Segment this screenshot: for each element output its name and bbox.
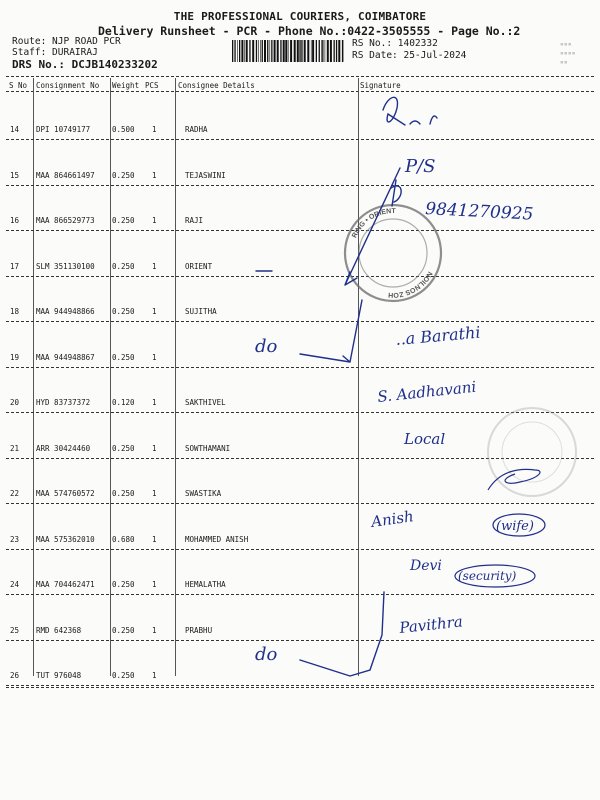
- row-sno: 26: [10, 671, 20, 680]
- row-weight: 0.250: [112, 443, 135, 453]
- row-pcs: 1: [152, 170, 157, 180]
- row-consignee: SUJITHA: [185, 307, 217, 316]
- handwriting-row24-relation: (security): [458, 569, 517, 583]
- ditto-row19: do: [255, 336, 278, 357]
- col-consignee-header: Consignee Details: [178, 81, 255, 90]
- row-consignment-no: MAA 944948867: [36, 352, 95, 362]
- row-weight: 0.250: [112, 307, 135, 316]
- col-weight-header: Weight: [112, 81, 140, 90]
- runsheet-subtitle: Delivery Runsheet - PCR - Phone No.:0422-3505555 - Page No.:2: [98, 24, 521, 38]
- row-sno: 22: [10, 489, 20, 498]
- initial-stroke-row14: [383, 97, 437, 125]
- row-pcs: 1: [152, 443, 157, 453]
- faint-stamp: [488, 408, 576, 496]
- row-consignment-no: MAA 574760572: [36, 489, 95, 498]
- row-pcs: 1: [152, 352, 157, 362]
- ditto-arrow-row19: [300, 300, 362, 362]
- stamp-top-text: RING • ORIENT: [351, 207, 396, 240]
- ditto-row26: do: [255, 644, 278, 665]
- handwriting-row21: Local: [404, 430, 446, 448]
- row-pcs: 1: [152, 625, 157, 635]
- staff-label: Staff: DURAIRAJ: [12, 47, 98, 58]
- row-weight: 0.250: [112, 352, 135, 362]
- col-signature-header: Signature: [360, 81, 401, 90]
- col-consignment-header: Consignment No: [36, 81, 100, 90]
- bleed-through-marks: ▪▪▪ ▪▪▪▪ ▪▪: [560, 40, 576, 66]
- rs-date: RS Date: 25-Jul-2024: [352, 50, 467, 61]
- drs-number: DRS No.: DCJB140233202: [12, 58, 158, 71]
- row-consignment-no: SLM 351130100: [36, 261, 95, 271]
- rs-number: RS No.: 1402332: [352, 38, 438, 49]
- row-pcs: 1: [152, 671, 157, 680]
- row-pcs: 1: [152, 398, 157, 407]
- row-weight: 0.250: [112, 580, 135, 589]
- stamp-bottom-text: NOILNOS ZOH: [388, 270, 434, 299]
- row-sno: 16: [10, 216, 20, 225]
- row-sno: 18: [10, 307, 20, 316]
- row-consignment-no: MAA 704462471: [36, 580, 95, 589]
- row-sno: 23: [10, 534, 20, 544]
- row-consignee: TEJASWINI: [185, 170, 226, 180]
- row-sno: 19: [10, 352, 20, 362]
- row-pcs: 1: [152, 125, 157, 134]
- row-consignee: MOHAMMED ANISH: [185, 534, 249, 544]
- row-weight: 0.250: [112, 489, 135, 498]
- row-weight: 0.250: [112, 216, 135, 225]
- row-weight: 0.250: [112, 261, 135, 271]
- row-consignee: SAKTHIVEL: [185, 398, 226, 407]
- row-consignee: HEMALATHA: [185, 580, 226, 589]
- row-pcs: 1: [152, 216, 157, 225]
- handwriting-row15: P/S: [405, 156, 436, 177]
- col-pcs-header: PCS: [145, 81, 159, 90]
- row-consignment-no: MAA 944948866: [36, 307, 95, 316]
- row-consignment-no: HYD 83737372: [36, 398, 91, 407]
- handwriting-row19: ..a Barathi: [394, 322, 482, 349]
- row-consignee: RADHA: [185, 125, 208, 134]
- handwriting-row20: S. Aadhavani: [376, 377, 478, 406]
- row-consignment-no: TUT 976048: [36, 671, 82, 680]
- row-consignment-no: RMD 642368: [36, 625, 82, 635]
- handwriting-row25: Pavithra: [398, 612, 464, 637]
- row-sno: 14: [10, 125, 20, 134]
- row-consignee: SOWTHAMANI: [185, 443, 231, 453]
- row-pcs: 1: [152, 489, 157, 498]
- row-pcs: 1: [152, 534, 157, 544]
- row-weight: 0.680: [112, 534, 135, 544]
- row-consignee: SWASTIKA: [185, 489, 222, 498]
- handwriting-phone: 9841270925: [424, 199, 534, 225]
- ditto-arrow-row26: [300, 592, 384, 676]
- company-name: THE PROFESSIONAL COURIERS, COIMBATORE: [173, 10, 427, 23]
- row-consignment-no: MAA 575362010: [36, 534, 95, 544]
- row-pcs: 1: [152, 307, 157, 316]
- row-weight: 0.500: [112, 125, 135, 134]
- row-weight: 0.250: [112, 625, 135, 635]
- handwriting-row23: Anish: [370, 507, 415, 531]
- row-sno: 25: [10, 625, 20, 635]
- signature-scribble-row22: [488, 469, 540, 490]
- svg-text:NOILNOS ZOH: [388, 270, 433, 298]
- row-sno: 24: [10, 580, 20, 589]
- row-consignment-no: MAA 864661497: [36, 170, 95, 180]
- row-weight: 0.120: [112, 398, 135, 407]
- row-sno: 17: [10, 261, 20, 271]
- row-consignment-no: DPI 10749177: [36, 125, 91, 134]
- row-weight: 0.250: [112, 671, 135, 680]
- row-consignment-no: ARR 30424460: [36, 443, 91, 453]
- row-sno: 20: [10, 398, 20, 407]
- row-weight: 0.250: [112, 170, 135, 180]
- row-pcs: 1: [152, 580, 157, 589]
- route-label: Route: NJP ROAD PCR: [12, 36, 121, 47]
- row-pcs: 1: [152, 261, 157, 271]
- row-consignee: RAJI: [185, 216, 204, 225]
- row-consignee: PRABHU: [185, 625, 213, 635]
- row-consignee: ORIENT: [185, 261, 213, 271]
- row-sno: 21: [10, 443, 20, 453]
- row-sno: 15: [10, 170, 20, 180]
- row-consignment-no: MAA 866529773: [36, 216, 95, 225]
- col-sno-header: S No: [9, 81, 28, 90]
- handwriting-row23-relation: (wife): [496, 519, 534, 534]
- handwriting-row24: Devi: [410, 558, 442, 574]
